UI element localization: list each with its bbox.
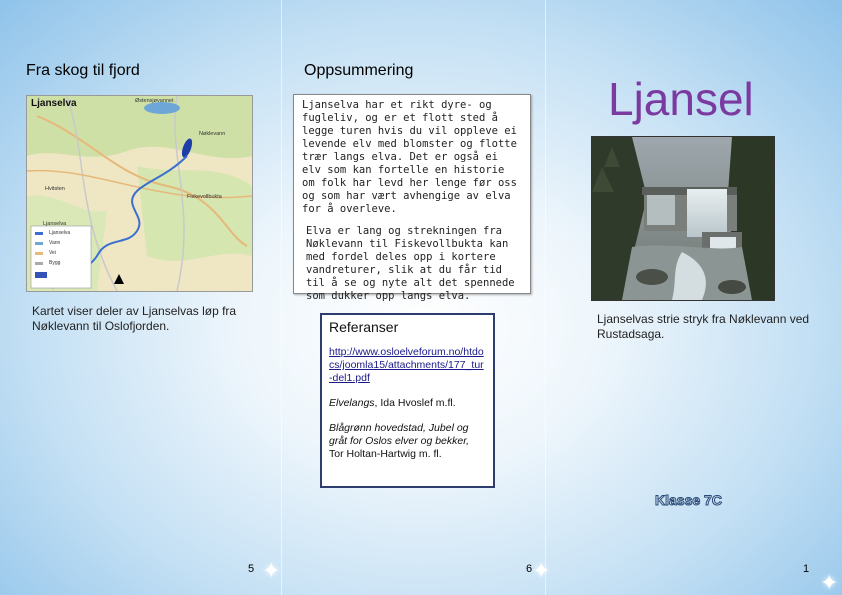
map-caption: Kartet viser deler av Ljanselvas løp fra Nøklevann til Oslofjorden. bbox=[32, 304, 237, 333]
map-label-hvitsten: Hvitsten bbox=[45, 186, 65, 192]
reference-book-author: , Ida Hvoslef m.fl. bbox=[374, 397, 456, 409]
map-label-ostensjovannet: Østensjøvannet bbox=[135, 98, 174, 104]
sparkle-decoration: ✦ bbox=[532, 558, 551, 583]
page-number-middle: 6 bbox=[526, 563, 533, 575]
panel-divider-right bbox=[545, 0, 546, 595]
river-map bbox=[26, 95, 253, 292]
references-box bbox=[320, 313, 495, 488]
class-label: Klasse 7C bbox=[655, 492, 722, 508]
sparkle-decoration: ✦ bbox=[820, 570, 839, 595]
panel-divider-left bbox=[281, 0, 282, 595]
map-label-ljanselva: Ljanselva bbox=[43, 221, 67, 227]
summary-box bbox=[293, 94, 531, 302]
map-label-noklevann: Nøklevann bbox=[199, 131, 226, 137]
photo-caption: Ljanselvas strie stryk fra Nøklevann ved Rustadsaga. bbox=[597, 312, 810, 341]
map-label-fiskevollbukta: Fiskevollbukta bbox=[187, 194, 222, 200]
legend-item: Bygg bbox=[49, 260, 61, 266]
reference-book bbox=[329, 422, 486, 461]
references-title: Referanser bbox=[329, 319, 399, 335]
middle-panel-heading: Oppsummering bbox=[304, 62, 414, 79]
legend-item: Ljanselva bbox=[49, 230, 71, 236]
reference-book bbox=[329, 397, 486, 410]
page-number-left: 5 bbox=[248, 563, 255, 575]
waterfall-photo bbox=[591, 136, 775, 301]
cover-title: Ljansel bbox=[608, 73, 754, 125]
legend-item: Vei bbox=[49, 250, 56, 256]
reference-book-title: Elvelangs bbox=[329, 397, 375, 409]
map-title: Ljanselva bbox=[31, 98, 77, 109]
sparkle-decoration: ✦ bbox=[262, 558, 281, 583]
summary-paragraph: Ljanselva har et rikt dyre- og fugleliv, og er et flott sted å legge turen hvis du vil oppleve ei levende elv med blomster og flotte trær langs elva. Det er også ei elv som kan fortelle en historie om folk har levd her lenge før oss og som har vært avhengige av elva for å overleve. bbox=[302, 99, 517, 215]
summary-paragraph: Elva er lang og strekningen fra Nøklevann til Fiskevollbukta kan med fordel deles opp i kortere vandreturer, slik at du får tid til å se og nyte alt det spennede som dukker opp langs elva. bbox=[306, 225, 515, 302]
reference-link[interactable]: http://www.osloelveforum.no/htdocs/joomla15/attachments/177_tur-del1.pdf bbox=[329, 346, 484, 384]
left-panel-heading: Fra skog til fjord bbox=[26, 62, 140, 79]
page-number-right: 1 bbox=[803, 563, 810, 575]
legend-item: Vann bbox=[49, 240, 61, 246]
reference-book-author: Tor Holtan-Hartwig m. fl. bbox=[329, 448, 442, 460]
reference-book-title: Blågrønn hovedstad, Jubel og gråt for Oslos elver og bekker, bbox=[329, 422, 470, 447]
